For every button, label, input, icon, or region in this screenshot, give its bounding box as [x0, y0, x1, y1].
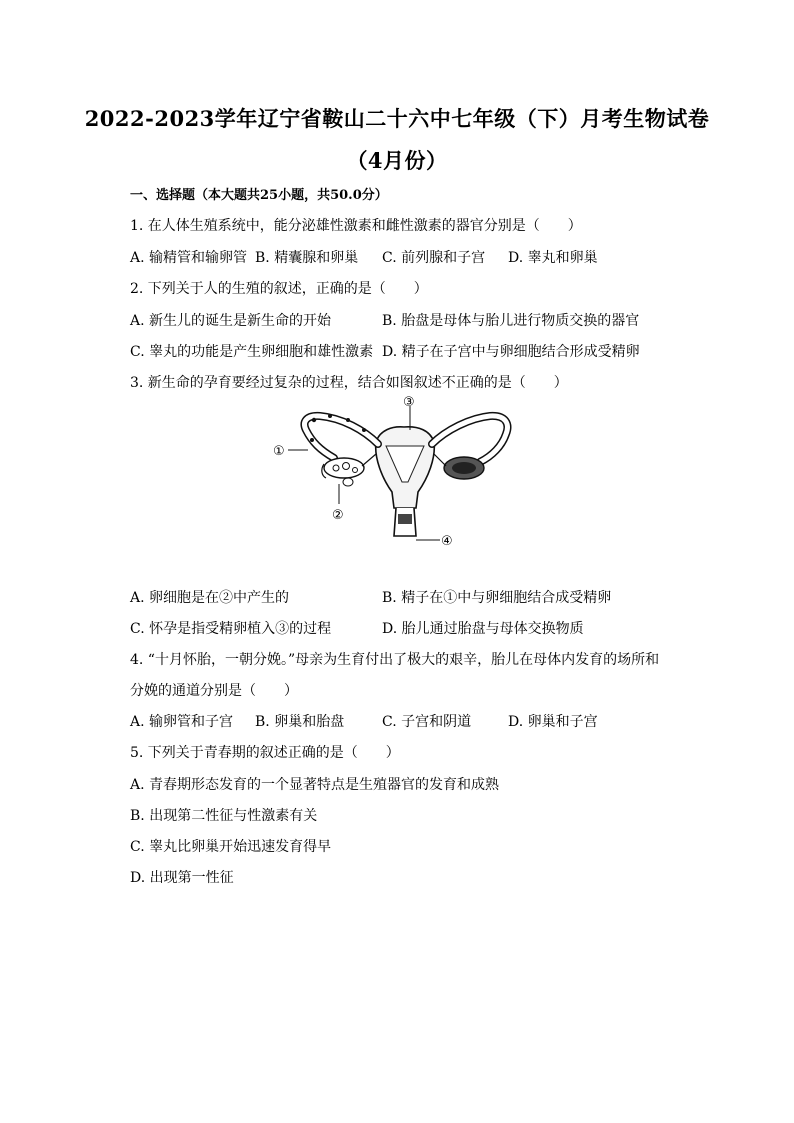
question-2-stem: 2. 下列关于人的生殖的叙述，正确的是（ ） — [130, 281, 428, 297]
question-1-option-d: D. 睾丸和卵巢 — [508, 250, 598, 266]
question-2-option-c: C. 睾丸的功能是产生卵细胞和雄性激素 — [130, 344, 374, 360]
question-2-option-b: B. 胎盘是母体与胎儿进行物质交换的器官 — [382, 313, 640, 329]
exam-subtitle: （4月份） — [346, 148, 448, 173]
question-4-stem-line-1: 4. “十月怀胎，一朝分娩。”母亲为生育付出了极大的艰辛，胎儿在母体内发育的场所和 — [130, 652, 660, 668]
figure-label-3: ③ — [403, 396, 415, 410]
question-5-option-d: D. 出现第一性征 — [130, 870, 234, 886]
question-3-option-d: D. 胎儿通过胎盘与母体交换物质 — [382, 621, 584, 637]
question-4-option-c: C. 子宫和阴道 — [382, 714, 472, 730]
question-3-option-a: A. 卵细胞是在②中产生的 — [130, 590, 290, 606]
question-2-option-d: D. 精子在子宫中与卵细胞结合形成受精卵 — [382, 344, 640, 360]
question-1-option-c: C. 前列腺和子宫 — [382, 250, 486, 266]
question-4-option-d: D. 卵巢和子宫 — [508, 714, 598, 730]
question-3-option-c: C. 怀孕是指受精卵植入③的过程 — [130, 621, 332, 637]
exam-title: 2022-2023学年辽宁省鞍山二十六中七年级（下）月考生物试卷 — [84, 106, 710, 131]
question-3-stem: 3. 新生命的孕育要经过复杂的过程，结合如图叙述不正确的是（ ） — [130, 375, 568, 391]
figure-label-2: ② — [332, 508, 344, 523]
question-4-stem-line-2: 分娩的通道分别是（ ） — [130, 683, 298, 699]
left-ovary — [324, 458, 364, 478]
egg-cell-dot — [312, 418, 316, 422]
section-heading: 一、选择题（本大题共25小题，共50.0分） — [130, 188, 388, 203]
question-3-option-b: B. 精子在①中与卵细胞结合成受精卵 — [382, 590, 612, 606]
question-2-option-a: A. 新生儿的诞生是新生命的开始 — [130, 313, 332, 329]
female-reproductive-system-diagram — [268, 396, 528, 554]
question-1-option-a: A. 输精管和输卵管 — [130, 250, 248, 266]
question-4-option-b: B. 卵巢和胎盘 — [255, 714, 345, 730]
question-5-option-c: C. 睾丸比卵巢开始迅速发育得早 — [130, 839, 332, 855]
cervix-mark — [398, 514, 412, 524]
question-1-option-b: B. 精囊腺和卵巢 — [255, 250, 359, 266]
figure-label-1: ① — [273, 444, 285, 459]
question-5-option-b: B. 出现第二性征与性激素有关 — [130, 808, 318, 824]
question-4-option-a: A. 输卵管和子宫 — [130, 714, 234, 730]
question-5-stem: 5. 下列关于青春期的叙述正确的是（ ） — [130, 745, 400, 761]
figure-label-4: ④ — [441, 534, 453, 549]
question-5-option-a: A. 青春期形态发育的一个显著特点是生殖器官的发育和成熟 — [130, 777, 500, 793]
question-1-stem: 1. 在人体生殖系统中，能分泌雄性激素和雌性激素的器官分别是（ ） — [130, 218, 582, 234]
